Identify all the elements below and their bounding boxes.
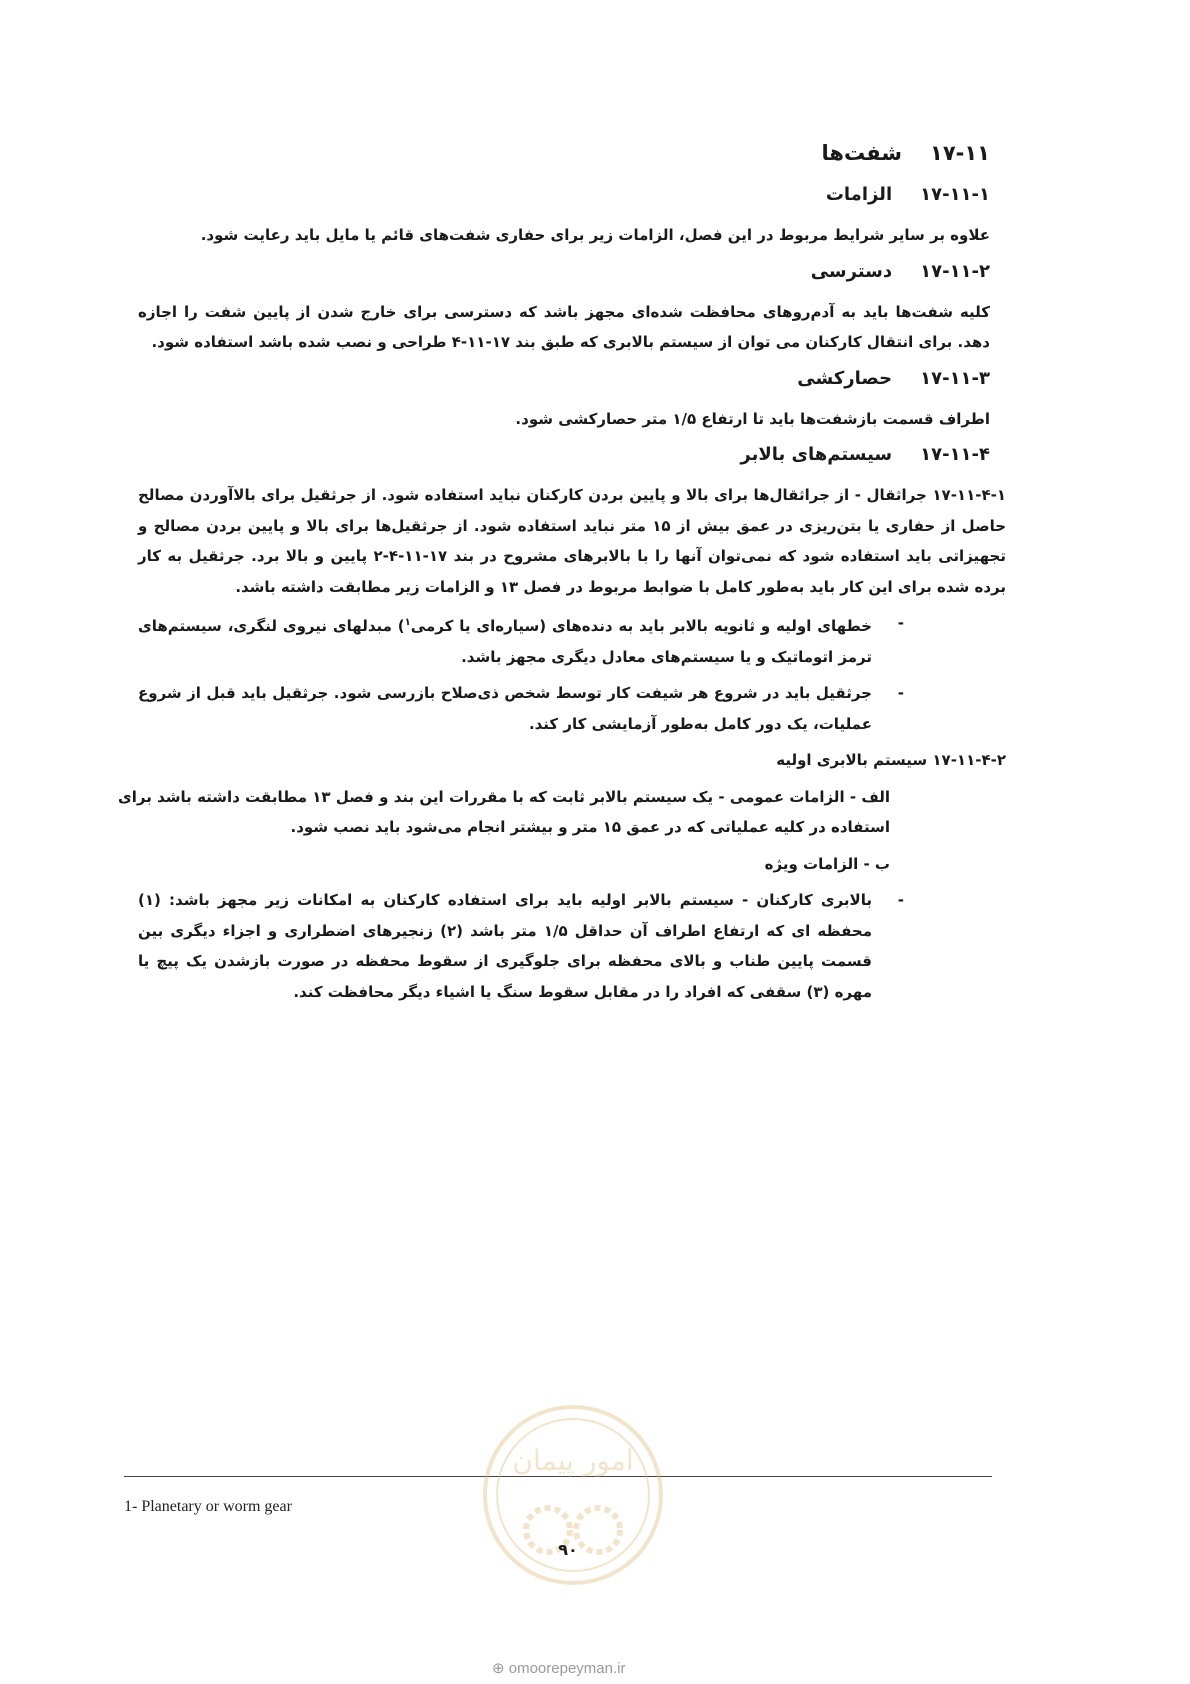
bullet-dash: - bbox=[897, 891, 904, 909]
subsection-title: الزامات bbox=[825, 184, 893, 205]
subsection-number: ۱۷-۱۱-۱ bbox=[920, 184, 990, 205]
bullet-dash: - bbox=[897, 684, 904, 702]
subsection-title: سیستم‌های بالابر bbox=[740, 444, 893, 465]
subsection-number: ۱۷-۱۱-۳ bbox=[920, 367, 990, 389]
globe-icon: ⊕ bbox=[492, 1660, 505, 1677]
subsection-title: دسترسی bbox=[810, 260, 893, 282]
bullet-hoist-lines bbox=[138, 608, 990, 672]
bullet-text: بالابری کارکنان - سیستم بالابر اولیه باید برای استفاده کارکنان به امکانات زیر مجهز باشد: (۱) محفظه ای که ارتفاع اطراف آن حداقل ۱/۵ متر باشد (۲) زنجیرهای اضطراری و اجزاء دیگری بین قسمت پایین طناب و بالای محفظه برای جلوگیری از سقوط محفظه در صورت بازشدن یک پیچ یا مهره (۳) سقفی که افراد را در مقابل سقوط سنگ یا اشیاء دیگر محافظت کند. bbox=[138, 891, 872, 1001]
watermark-site bbox=[492, 1659, 625, 1677]
bullet-text: خطهای اولیه و ثانویه بالابر باید به دنده‌های (سیاره‌ای یا کرمی bbox=[410, 617, 872, 635]
page-number: ۹۰ bbox=[558, 1540, 578, 1559]
footnote-ref: ۱ bbox=[404, 617, 411, 628]
paragraph-special-requirements: ب - الزامات ویژه bbox=[764, 854, 890, 873]
bullet-text: جرثقیل باید در شروع هر شیفت کار توسط شخص ذی‌صلاح بازرسی شود. جرثقیل باید قبل از شروع عملیات، یک دور کامل به‌طور آزمایشی کار کند. bbox=[138, 684, 872, 733]
bullet-text: ) مبدلهای نیروی لنگری، سیستم‌های ترمز اتوماتیک و یا سیستم‌های معادل دیگری مجهز باشد. bbox=[138, 617, 872, 666]
section-heading bbox=[138, 140, 990, 166]
section-number: ۱۷-۱۱ bbox=[930, 141, 990, 165]
watermark-site-text: omoorepeyman.ir bbox=[508, 1660, 626, 1677]
bullet-inspection bbox=[138, 678, 990, 739]
clause-cranes bbox=[138, 480, 1006, 602]
clause-number: ۱۷-۱۱-۴-۱ bbox=[932, 486, 1006, 504]
subsection-title: حصارکشی bbox=[797, 367, 893, 389]
subsection-heading-requirements bbox=[138, 182, 990, 208]
bullet-dash: - bbox=[897, 614, 904, 632]
subsection-heading-access bbox=[138, 259, 990, 285]
clause-primary-hoist bbox=[138, 745, 1006, 776]
paragraph-access: کلیه شفت‌ها باید به آدم‌روهای محافظت شده‌ای مجهز باشد که دسترسی برای خارج شدن از پایین شفت را اجازه دهد. برای انتقال کارکنان می توان از سیستم بالابری که طبق بند ۱۷-۱۱-۴ طراحی و نصب شده باشد استفاده شود. bbox=[138, 302, 990, 351]
watermark-logo-text: امور پیمان bbox=[512, 1444, 634, 1477]
clause-text: سیستم بالابری اولیه bbox=[776, 751, 928, 769]
subsection-heading-hoists bbox=[138, 442, 990, 468]
clause-number: ۱۷-۱۱-۴-۲ bbox=[932, 751, 1006, 769]
paragraph-requirements: علاوه بر سایر شرایط مربوط در این فصل، الزامات زیر برای حفاری شفت‌های قائم یا مایل باید رعایت شود. bbox=[200, 226, 990, 244]
subsection-number: ۱۷-۱۱-۴ bbox=[920, 444, 990, 465]
paragraph-general-requirements: الف - الزامات عمومی - یک سیستم بالابر ثابت که با مقررات این بند و فصل ۱۳ مطابقت داشته باشد برای استفاده در کلیه عملیاتی که در عمق ۱۵ متر و بیشتر انجام می‌شود باید نصب شود. bbox=[118, 787, 890, 836]
bullet-personnel-hoisting bbox=[138, 885, 990, 1007]
subsection-number: ۱۷-۱۱-۲ bbox=[920, 260, 990, 282]
clause-text: جراثقال - از جراثقال‌ها برای بالا و پایین بردن کارکنان نباید استفاده شود. از جرثقیل برای بالاآوردن مصالح حاصل از حفاری یا بتن‌ریزی در عمق بیش از ۱۵ متر نباید استفاده شود. از جرثقیل‌ها برای بالا و پایین بردن مصالح و تجهیزاتی باید استفاده شود که نمی‌توان آنها را با بالابرهای مشروح در بند ۱۷-۱۱-۴-۲ پایین و بالا برد. جرثقیل به کار برده شده برای این کار باید به‌طور کامل با ضوابط مربوط در فصل ۱۳ و الزامات زیر مطابقت داشته باشد. bbox=[138, 486, 1007, 596]
paragraph-fencing: اطراف قسمت بازشفت‌ها باید تا ارتفاع ۱/۵ متر حصارکشی شود. bbox=[515, 409, 990, 428]
subsection-heading-fencing bbox=[138, 366, 990, 392]
section-title: شفت‌ها bbox=[821, 141, 902, 165]
footnote: 1- Planetary or worm gear bbox=[124, 1498, 292, 1515]
page-body bbox=[118, 140, 1007, 1013]
watermark-logo bbox=[478, 1400, 668, 1590]
